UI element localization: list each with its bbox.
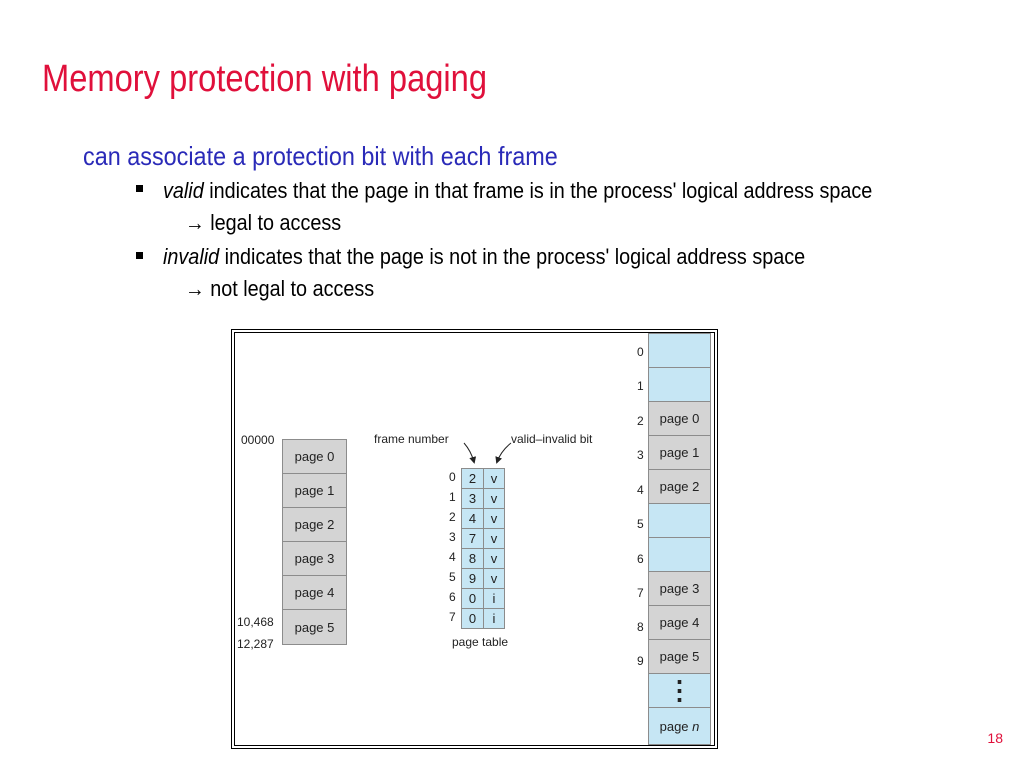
pt-bit: v [483, 528, 505, 549]
bullet-invalid-text: indicates that the page is not in the process' logical address space [219, 244, 806, 269]
right-arrow-icon: → [185, 276, 205, 301]
pt-bit: v [483, 488, 505, 509]
pt-bit: v [483, 568, 505, 589]
slide-title: Memory protection with paging [42, 58, 488, 100]
bullet-invalid [163, 244, 805, 270]
frame-index: 3 [637, 448, 644, 462]
frame-index: 8 [637, 620, 644, 634]
frame-number-label: frame number [374, 432, 449, 446]
paging-diagram [231, 329, 718, 749]
frame-index: 7 [637, 586, 644, 600]
right-arrow-icon: → [185, 210, 205, 235]
frame-index: 5 [637, 517, 644, 531]
bullet-invalid-sub [185, 276, 374, 302]
addr-start-label: 00000 [241, 433, 275, 447]
bullet-valid [163, 178, 872, 204]
pt-bit: v [483, 548, 505, 569]
bullet-valid-term: valid [163, 178, 204, 203]
logical-page: page 2 [282, 507, 347, 542]
bullet-valid-sub-text: legal to access [210, 210, 342, 235]
bullet-marker [136, 185, 143, 192]
addr-mid-label: 10,468 [237, 615, 274, 629]
page-n-prefix: page [659, 718, 693, 734]
page-n-var: n [692, 718, 700, 734]
pt-frame: 0 [461, 608, 484, 629]
frame-page: page 1 [648, 435, 711, 470]
valid-bit-arrow [497, 443, 511, 462]
pt-index: 5 [449, 570, 456, 584]
logical-page: page 5 [282, 609, 347, 645]
pt-frame: 0 [461, 588, 484, 609]
pt-index: 2 [449, 510, 456, 524]
pt-frame: 7 [461, 528, 484, 549]
pt-frame: 3 [461, 488, 484, 509]
pt-frame: 9 [461, 568, 484, 589]
valid-invalid-bit-label: valid–invalid bit [511, 432, 593, 446]
page-number: 18 [987, 730, 1003, 746]
pt-index: 6 [449, 590, 456, 604]
bullet-invalid-sub-text: not legal to access [210, 276, 375, 301]
bullet-valid-text: indicates that the page in that frame is in the process' logical address space [203, 178, 873, 203]
page-table-label: page table [452, 635, 509, 649]
frame-index: 9 [637, 654, 644, 668]
pt-bit: i [483, 608, 505, 629]
frame-index: 1 [637, 379, 644, 393]
ellipsis-frame: ⋮ [648, 673, 711, 708]
addr-end-label: 12,287 [237, 637, 274, 651]
pt-index: 0 [449, 470, 456, 484]
pt-bit: v [483, 468, 505, 489]
logical-page: page 4 [282, 575, 347, 610]
pt-index: 3 [449, 530, 456, 544]
pt-frame: 2 [461, 468, 484, 489]
bullet-valid-sub [185, 210, 341, 236]
pt-index: 4 [449, 550, 456, 564]
frame-empty [648, 503, 711, 538]
logical-page: page 0 [282, 439, 347, 474]
pt-frame: 4 [461, 508, 484, 529]
frame-index: 4 [637, 483, 644, 497]
frame-page-n [648, 707, 711, 745]
pt-index: 1 [449, 490, 456, 504]
logical-page: page 3 [282, 541, 347, 576]
pt-bit: i [483, 588, 505, 609]
frame-empty [648, 333, 711, 368]
frame-page: page 5 [648, 639, 711, 674]
frame-empty [648, 367, 711, 402]
frame-page: page 0 [648, 401, 711, 436]
pt-frame: 8 [461, 548, 484, 569]
frame-page: page 3 [648, 571, 711, 606]
frame-empty [648, 537, 711, 572]
frame-index: 2 [637, 414, 644, 428]
logical-page: page 1 [282, 473, 347, 508]
pt-bit: v [483, 508, 505, 529]
frame-index: 6 [637, 552, 644, 566]
bullet-invalid-term: invalid [163, 244, 220, 269]
frame-index: 0 [637, 345, 644, 359]
pt-index: 7 [449, 610, 456, 624]
bullet-marker [136, 252, 143, 259]
frame-page: page 2 [648, 469, 711, 504]
level1-bullet: can associate a protection bit with each frame [83, 141, 558, 171]
frame-page: page 4 [648, 605, 711, 640]
frame-number-arrow [464, 443, 474, 462]
